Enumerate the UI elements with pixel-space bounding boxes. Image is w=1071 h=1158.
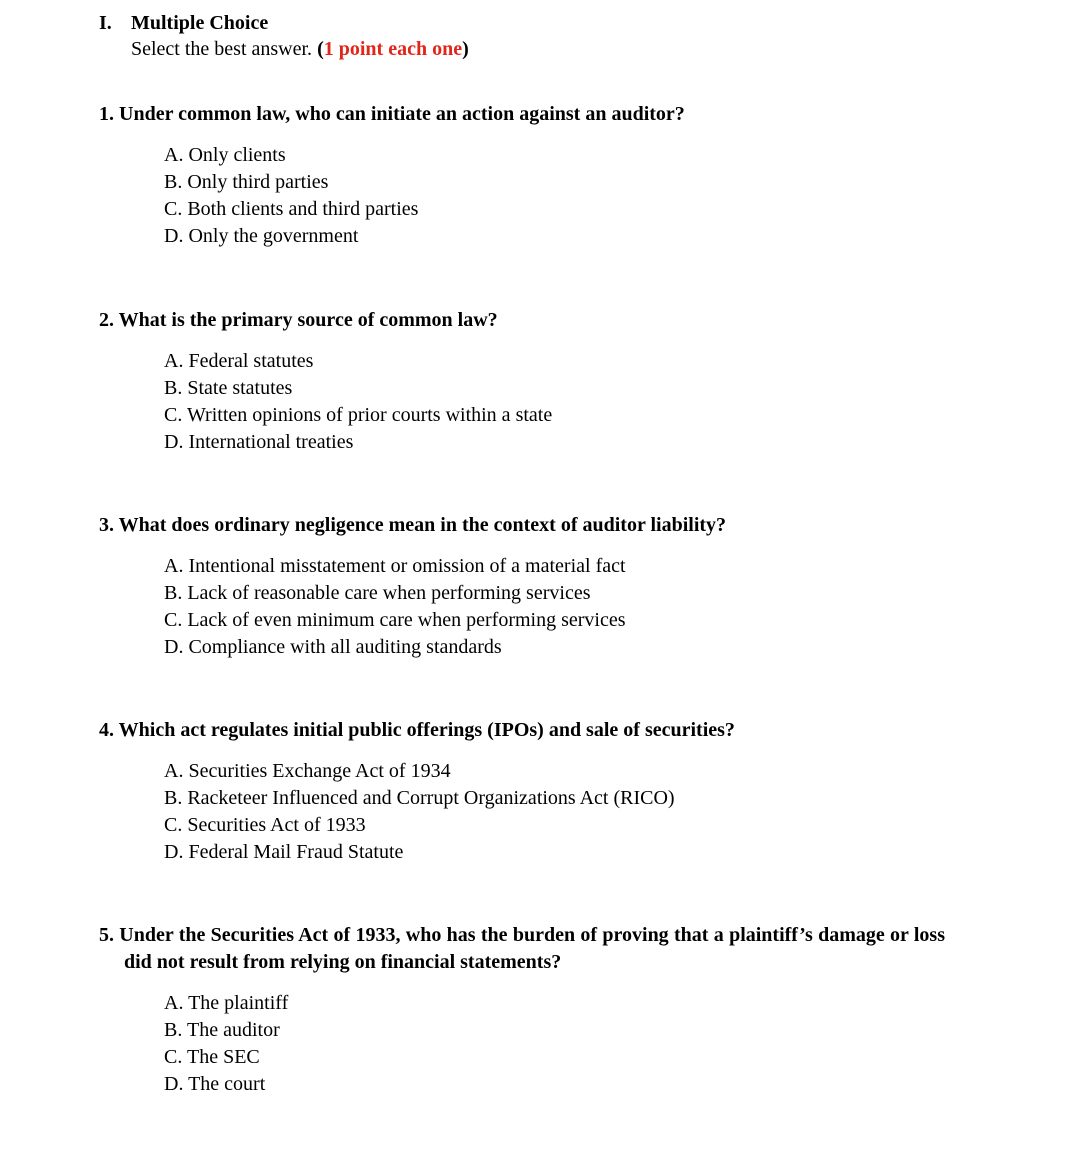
question-2 [99,307,945,456]
question-text: 2. What is the primary source of common law? [99,309,498,331]
option-a: A. Only clients [164,144,286,166]
question-3 [99,512,945,661]
option-b: B. Racketeer Influenced and Corrupt Organizations Act (RICO) [164,787,675,809]
question-text: 3. What does ordinary negligence mean in the context of auditor liability? [99,514,727,536]
instructions-text: Select the best answer. [131,38,313,60]
option-c: C. The SEC [164,1046,260,1068]
points-text: 1 point each one [323,38,463,60]
points-close: ) [462,38,469,60]
option-b: B. The auditor [164,1019,280,1041]
option-d: D. Only the government [164,225,359,247]
points-open: ( [317,38,324,60]
question-text: 1. Under common law, who can initiate an action against an auditor? [99,103,685,125]
option-c: C. Securities Act of 1933 [164,814,366,836]
section-title-text: Multiple Choice [131,12,269,34]
question-5 [99,922,945,1098]
answer-options [164,553,945,661]
option-c: C. Both clients and third parties [164,198,419,220]
points-note [317,38,469,60]
option-a: A. The plaintiff [164,992,289,1014]
option-c: C. Lack of even minimum care when performing services [164,609,626,631]
answer-options [164,990,945,1098]
section-numeral: I. [99,12,112,34]
option-d: D. International treaties [164,431,354,453]
option-d: D. Compliance with all auditing standards [164,636,502,658]
option-a: A. Securities Exchange Act of 1934 [164,760,451,782]
answer-options [164,758,945,866]
instructions [131,36,469,62]
option-a: A. Federal statutes [164,350,314,372]
option-d: D. Federal Mail Fraud Statute [164,841,404,863]
question-text: 5. Under the Securities Act of 1933, who has the burden of proving that a plaintiff’s damage or loss did not result from relying on financial statements? [99,924,945,973]
option-b: B. Only third parties [164,171,329,193]
answer-options [164,142,945,250]
option-b: B. Lack of reasonable care when performing services [164,582,591,604]
option-b: B. State statutes [164,377,293,399]
question-4 [99,717,945,866]
question-1 [99,101,945,250]
section-title [99,10,469,36]
section-header [99,10,469,62]
option-a: A. Intentional misstatement or omission of a material fact [164,555,626,577]
question-text: 4. Which act regulates initial public offerings (IPOs) and sale of securities? [99,719,735,741]
option-d: D. The court [164,1073,266,1095]
answer-options [164,348,945,456]
option-c: C. Written opinions of prior courts within a state [164,404,553,426]
